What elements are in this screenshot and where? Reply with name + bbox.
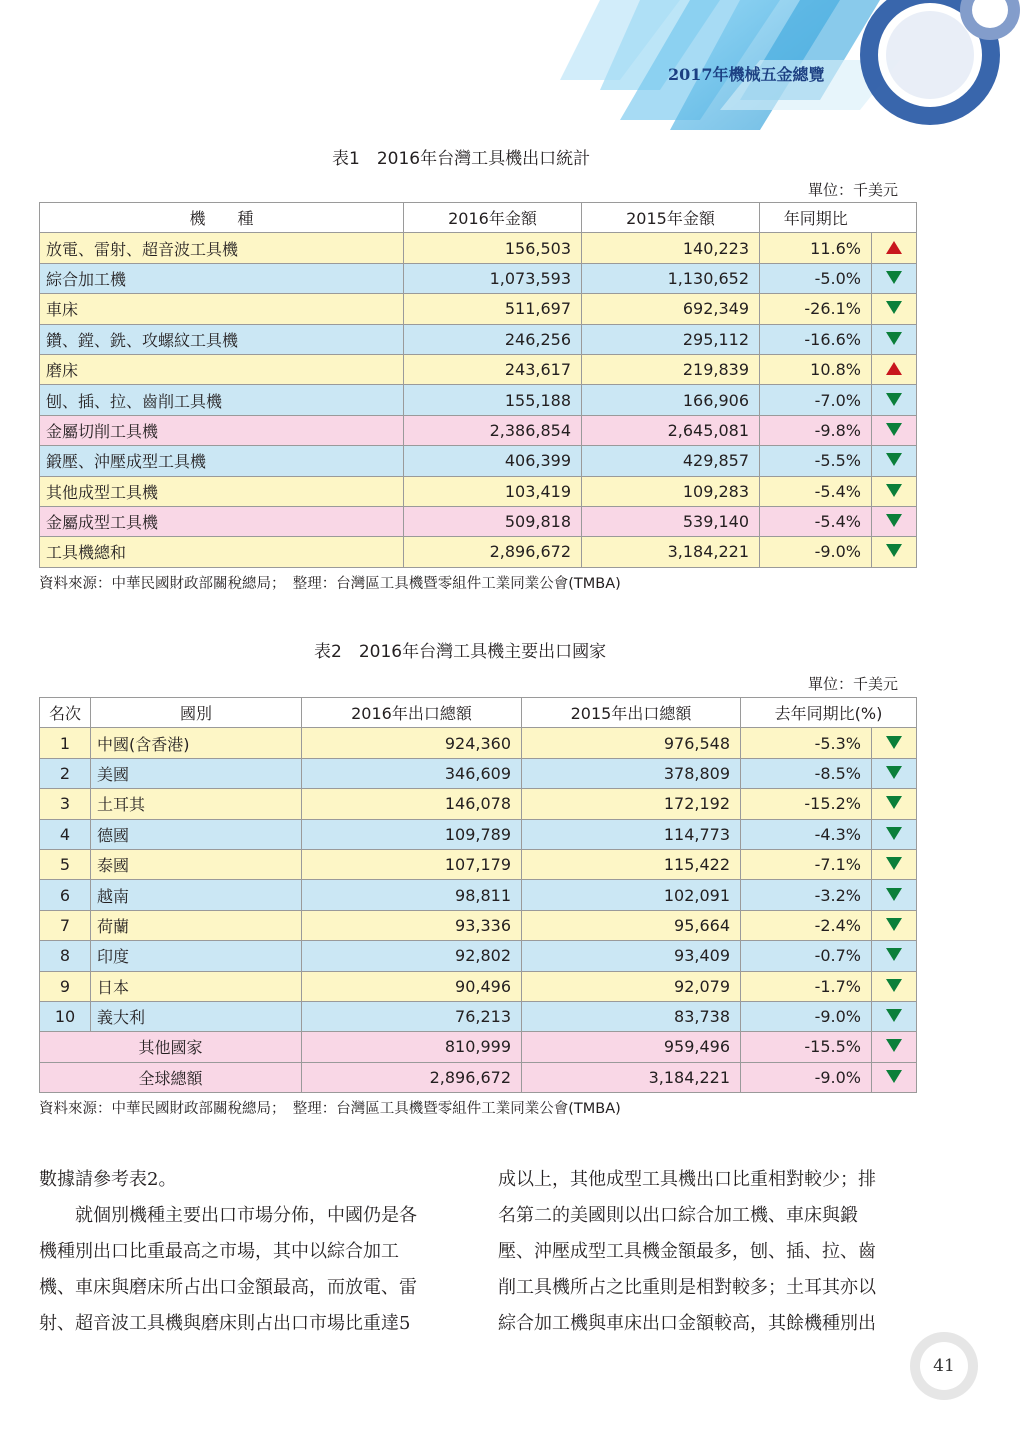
value-2015-cell: 109,283 [582,476,760,506]
value-2015-cell: 115,422 [522,849,741,879]
trend-cell [872,880,917,910]
yoy-cell: 11.6% [760,233,872,263]
machine-type-cell: 鑽、鏜、銑、攻螺紋工具機 [40,324,404,354]
country-cell: 日本 [91,971,302,1001]
table1 [39,202,917,568]
value-2015-cell: 539,140 [582,506,760,536]
value-2015-cell: 114,773 [522,819,741,849]
down-triangle-icon [886,1039,902,1052]
body-line: 數據請參考表2。 [39,1169,177,1190]
trend-cell [872,476,917,506]
value-2016-cell: 92,802 [302,941,522,971]
trend-cell [872,537,917,567]
table-row [40,415,917,445]
country-cell: 土耳其 [91,789,302,819]
body-right-column [498,1162,918,1342]
value-2016-cell: 810,999 [302,1032,522,1062]
page-number: 41 [933,1356,955,1376]
machine-type-cell: 放電、雷射、超音波工具機 [40,233,404,263]
value-2016-cell: 2,896,672 [404,537,582,567]
table2-unit: 單位：千美元 [808,675,899,693]
table-row [40,819,917,849]
down-triangle-icon [886,514,902,527]
table2 [39,697,917,1093]
value-2015-cell: 83,738 [522,1001,741,1031]
trend-cell [872,971,917,1001]
table-row [40,385,917,415]
value-2015-cell: 429,857 [582,446,760,476]
rank-cell: 7 [40,910,91,940]
value-2016-cell: 509,818 [404,506,582,536]
rank-cell: 4 [40,819,91,849]
value-2016-cell: 155,188 [404,385,582,415]
trend-cell [872,263,917,293]
value-2016-cell: 146,078 [302,789,522,819]
body-line: 成以上，其他成型工具機出口比重相對較少；排 [498,1169,876,1190]
value-2016-cell: 76,213 [302,1001,522,1031]
machine-type-cell: 金屬成型工具機 [40,506,404,536]
trend-cell [872,233,917,263]
yoy-cell: -7.1% [741,849,872,879]
yoy-cell: -9.0% [760,537,872,567]
rank-cell: 10 [40,1001,91,1031]
value-2015-cell: 378,809 [522,758,741,788]
machine-type-cell: 其他成型工具機 [40,476,404,506]
trend-cell [872,506,917,536]
value-2016-cell: 2,896,672 [302,1062,522,1092]
yoy-cell: -5.0% [760,263,872,293]
rank-cell: 5 [40,849,91,879]
yoy-cell: -5.3% [741,728,872,758]
body-line: 名第二的美國則以出口綜合加工機、車床與鍛 [498,1205,858,1226]
value-2015-cell: 692,349 [582,294,760,324]
trend-cell [872,354,917,384]
country-cell: 泰國 [91,849,302,879]
trend-cell [872,446,917,476]
machine-type-cell: 磨床 [40,354,404,384]
yoy-cell: -5.4% [760,506,872,536]
value-2016-cell: 103,419 [404,476,582,506]
table-row [40,849,917,879]
up-triangle-icon [886,362,902,375]
value-2015-cell: 93,409 [522,941,741,971]
yoy-cell: -9.0% [741,1062,872,1092]
value-2016-cell: 243,617 [404,354,582,384]
value-2016-cell: 90,496 [302,971,522,1001]
table2-title: 表2 2016年台灣工具機主要出口國家 [314,642,607,662]
value-2016-cell: 98,811 [302,880,522,910]
value-2016-cell: 346,609 [302,758,522,788]
rank-cell: 2 [40,758,91,788]
value-2016-cell: 156,503 [404,233,582,263]
down-triangle-icon [886,544,902,557]
value-2015-cell: 95,664 [522,910,741,940]
yoy-cell: -16.6% [760,324,872,354]
value-2015-cell: 976,548 [522,728,741,758]
table1-header-2016: 2016年金額 [404,203,582,233]
value-2015-cell: 140,223 [582,233,760,263]
country-cell: 印度 [91,941,302,971]
up-triangle-icon [886,241,902,254]
machine-type-cell: 金屬切削工具機 [40,415,404,445]
table-row [40,910,917,940]
body-left-column [39,1162,459,1342]
down-triangle-icon [886,766,902,779]
machine-type-cell: 綜合加工機 [40,263,404,293]
country-cell: 德國 [91,819,302,849]
value-2015-cell: 3,184,221 [582,537,760,567]
table1-header-type: 機 種 [40,203,404,233]
down-triangle-icon [886,827,902,840]
trend-cell [872,941,917,971]
rank-cell: 6 [40,880,91,910]
value-2015-cell: 172,192 [522,789,741,819]
trend-cell [872,294,917,324]
header-decoration [0,0,1024,140]
trend-cell [872,1062,917,1092]
table-total-row [40,1032,917,1062]
value-2016-cell: 246,256 [404,324,582,354]
down-triangle-icon [886,888,902,901]
machine-type-cell: 鍛壓、沖壓成型工具機 [40,446,404,476]
yoy-cell: 10.8% [760,354,872,384]
table-row [40,294,917,324]
table2-header-2016: 2016年出口總額 [302,698,522,728]
publication-title: 2017年機械五金總覽 [668,65,825,84]
country-cell: 荷蘭 [91,910,302,940]
table2-header-country: 國別 [91,698,302,728]
table2-source: 資料來源：中華民國財政部關稅總局； 整理：台灣區工具機暨零組件工業同業公會(TMBA) [39,1101,621,1117]
country-cell: 中國(含香港) [91,728,302,758]
yoy-cell: -5.5% [760,446,872,476]
country-cell: 義大利 [91,1001,302,1031]
total-label-cell: 全球總額 [40,1062,302,1092]
country-cell: 越南 [91,880,302,910]
trend-cell [872,385,917,415]
value-2015-cell: 295,112 [582,324,760,354]
machine-type-cell: 刨、插、拉、齒削工具機 [40,385,404,415]
value-2015-cell: 2,645,081 [582,415,760,445]
yoy-cell: -1.7% [741,971,872,1001]
down-triangle-icon [886,453,902,466]
value-2015-cell: 219,839 [582,354,760,384]
yoy-cell: -4.3% [741,819,872,849]
body-line: 射、超音波工具機與磨床則占出口市場比重達5 [39,1313,411,1334]
down-triangle-icon [886,1009,902,1022]
down-triangle-icon [886,857,902,870]
down-triangle-icon [886,332,902,345]
body-line: 壓、沖壓成型工具機金額最多，刨、插、拉、齒 [498,1241,876,1262]
trend-cell [872,1032,917,1062]
table-row [40,446,917,476]
trend-cell [872,789,917,819]
value-2016-cell: 2,386,854 [404,415,582,445]
trend-cell [872,1001,917,1031]
total-label-cell: 其他國家 [40,1032,302,1062]
trend-cell [872,758,917,788]
yoy-cell: -7.0% [760,385,872,415]
trend-cell [872,910,917,940]
down-triangle-icon [886,948,902,961]
down-triangle-icon [886,484,902,497]
yoy-cell: -9.0% [741,1001,872,1031]
table-row [40,758,917,788]
table-row [40,1001,917,1031]
table-row [40,263,917,293]
body-line: 機、車床與磨床所占出口金額最高，而放電、雷 [39,1277,417,1298]
trend-cell [872,849,917,879]
table-row [40,354,917,384]
value-2016-cell: 1,073,593 [404,263,582,293]
value-2016-cell: 93,336 [302,910,522,940]
yoy-cell: -2.4% [741,910,872,940]
table-row [40,506,917,536]
value-2016-cell: 109,789 [302,819,522,849]
value-2015-cell: 959,496 [522,1032,741,1062]
table-total-row [40,1062,917,1092]
table-row [40,941,917,971]
rank-cell: 8 [40,941,91,971]
table1-header-2015: 2015年金額 [582,203,760,233]
table2-header-rank: 名次 [40,698,91,728]
value-2016-cell: 511,697 [404,294,582,324]
table1-title: 表1 2016年台灣工具機出口統計 [332,149,591,169]
value-2015-cell: 92,079 [522,971,741,1001]
rank-cell: 1 [40,728,91,758]
gear-icon [860,0,1020,125]
value-2015-cell: 166,906 [582,385,760,415]
body-line: 削工具機所占之比重則是相對較多；土耳其亦以 [498,1277,876,1298]
table-row [40,971,917,1001]
body-line: 機種別出口比重最高之市場，其中以綜合加工 [39,1241,399,1262]
machine-type-cell: 車床 [40,294,404,324]
trend-cell [872,415,917,445]
trend-cell [872,324,917,354]
table-row [40,476,917,506]
down-triangle-icon [886,736,902,749]
down-triangle-icon [886,1070,902,1083]
table-row [40,537,917,567]
value-2015-cell: 102,091 [522,880,741,910]
table1-unit: 單位：千美元 [808,181,899,199]
down-triangle-icon [886,393,902,406]
table1-header-trend [872,203,917,233]
trend-cell [872,819,917,849]
table-row [40,789,917,819]
table-row [40,233,917,263]
yoy-cell: -3.2% [741,880,872,910]
yoy-cell: -0.7% [741,941,872,971]
country-cell: 美國 [91,758,302,788]
table1-header-yoy: 年同期比 [760,203,872,233]
machine-type-cell: 工具機總和 [40,537,404,567]
down-triangle-icon [886,301,902,314]
table1-source: 資料來源：中華民國財政部關稅總局； 整理：台灣區工具機暨零組件工業同業公會(TMBA) [39,576,621,592]
table2-header-yoy: 去年同期比(%) [741,698,917,728]
yoy-cell: -15.2% [741,789,872,819]
rank-cell: 9 [40,971,91,1001]
yoy-cell: -5.4% [760,476,872,506]
yoy-cell: -15.5% [741,1032,872,1062]
down-triangle-icon [886,796,902,809]
down-triangle-icon [886,423,902,436]
yoy-cell: -9.8% [760,415,872,445]
table-row [40,728,917,758]
down-triangle-icon [886,271,902,284]
yoy-cell: -8.5% [741,758,872,788]
rank-cell: 3 [40,789,91,819]
value-2016-cell: 924,360 [302,728,522,758]
yoy-cell: -26.1% [760,294,872,324]
down-triangle-icon [886,918,902,931]
value-2016-cell: 406,399 [404,446,582,476]
table-row [40,880,917,910]
table2-header-2015: 2015年出口總額 [522,698,741,728]
body-line: 就個別機種主要出口市場分佈，中國仍是各 [39,1205,417,1226]
down-triangle-icon [886,979,902,992]
value-2016-cell: 107,179 [302,849,522,879]
value-2015-cell: 1,130,652 [582,263,760,293]
body-line: 綜合加工機與車床出口金額較高，其餘機種別出 [498,1313,876,1334]
trend-cell [872,728,917,758]
value-2015-cell: 3,184,221 [522,1062,741,1092]
table-row [40,324,917,354]
